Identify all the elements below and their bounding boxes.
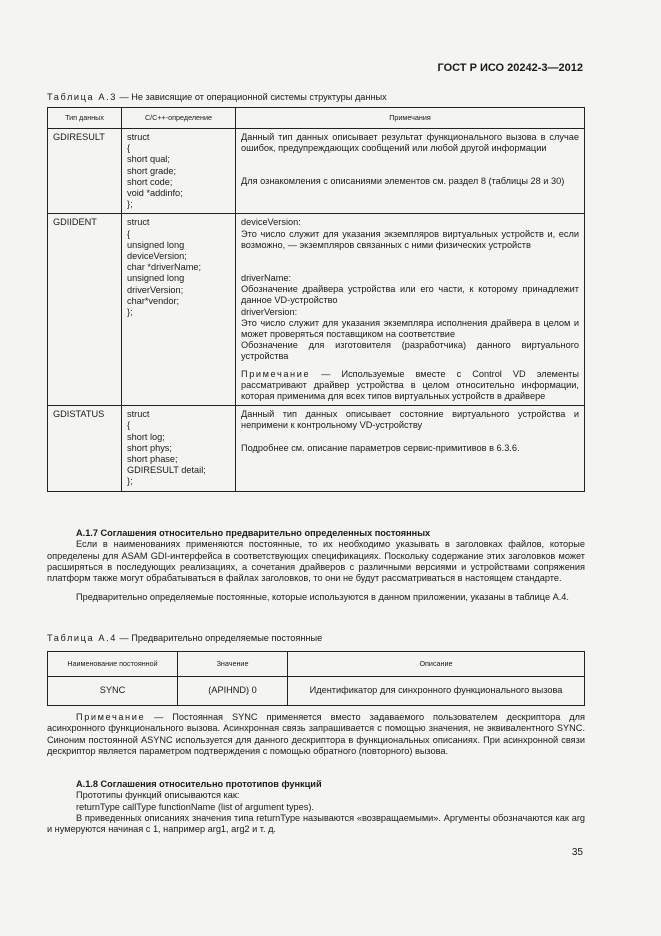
notes-cell [236,214,585,406]
table-a3-caption [47,92,387,102]
table-a3-caption-label: Таблица А.3 [47,92,117,102]
remark-text: — Используемые вместе с Control VD элементы рассматривают драйвер устройства в целом относительно информации, которая применима для всех типов виртуальных устройств в драйвере [241,368,579,402]
table-row [48,129,585,214]
type-cell: GDISTATUS [48,406,122,491]
note-text: Подробнее см. описание параметров сервис-примитивов в 6.3.6. [241,442,520,453]
table-a4-caption-text: — Предварительно определяемые постоянные [116,633,323,643]
paragraph: В приведенных описаниях значения типа returnType называются «возвращаемыми». Аргументы обозначаются как arg и нумеруются начиная с 1, например arg1, arg2 и т. д. [47,812,585,835]
note-label: Примечание [76,712,146,722]
column-header: Наименование постоянной [48,652,178,677]
note-text: Данный тип данных описывает состояние виртуального устройства и непримени к контрольному VD-устройству [241,409,579,431]
table-a4-caption-label: Таблица А.4 [47,633,117,643]
note-text: Для ознакомления с описаниями элементов см. раздел 8 (таблицы 28 и 30) [241,176,565,187]
definition-cell: struct { short qual; short grade; short code; void *addinfo; }; [122,129,236,214]
document-id: ГОСТ Р ИСО 20242-3—2012 [437,62,583,74]
note-text: deviceVersion: [241,217,301,228]
note-text: — Постоянная SYNC применяется вместо задаваемого пользователем дескриптора для асинхронного функционального вызова. Асинхронная связь запрашивается с помощью значения, не эквивалентного SYNC. Синоним постоянной ASYNC используется для данного дескриптора в функциональных описаниях. При асинхронной связи дескриптор является параметром подтверждения с помощью обратного (повторного) вызова. [47,712,585,756]
section-a18 [47,779,585,835]
note-text: Обозначение для изготовителя (разработчика) данного виртуального устройства [241,340,579,362]
type-cell: GDIRESULT [48,129,122,214]
paragraph-text: Если в наименованиях применяются постоянные, то их необходимо указывать в заголовках файлов, которые определены для ASAM GDI-интерфейса в соответствующих спецификациях. Поскольку содержание этих заголовков может расширяться в последующих реализациях, а сочетания драйверов с различными версиями и устройствами сопряжения платформ также могут обрабатываться в файлах заголовков, то они не будут рассматриваться в настоящем стандарте. [47,539,585,584]
column-header: Тип данных [48,108,122,129]
note-text: Обозначение драйвера устройства или его части, к которому принадлежит данное VD-устройство [241,284,579,306]
section-heading: А.1.8 Соглашения относительно прототипов функций [76,779,322,789]
remark [241,369,579,403]
paragraph: returnType callType functionName (list of argument types). [76,801,314,812]
notes-cell [236,406,585,491]
section-a17 [47,528,585,604]
constant-description: Идентификатор для синхронного функционального вызова [288,677,585,706]
page-number: 35 [571,847,583,858]
note-paragraph [47,712,585,757]
table-a4 [47,651,585,706]
paragraph: Прототипы функций описываются как: [76,790,240,801]
constant-name: SYNC [48,677,178,706]
notes-cell [236,129,585,214]
type-cell: GDIIDENT [48,214,122,406]
table-a4-caption [47,633,322,643]
paragraph [47,539,585,584]
table-header-row [48,652,585,677]
note-text: driverName: [241,273,292,284]
note-a4 [47,712,585,757]
section-heading: А.1.7 Соглашения относительно предварительно определенных постоянных [76,528,431,538]
note-text: driverVersion: [241,306,298,317]
column-header: C/C++-определение [122,108,236,129]
note-text: Это число служит для указания экземпляра исполнения драйвера в целом и может проверяться поставщиком на соответствие [241,317,579,340]
table-row [48,214,585,406]
table-row [48,406,585,491]
table-row [48,677,585,706]
table-a3 [47,107,585,492]
table-a3-caption-text: — Не зависящие от операционной системы структуры данных [116,92,387,102]
note-text: Это число служит для указания экземпляров виртуальных устройств и, если возможно, — экземпляров связанных с ними физических устройств [241,228,579,250]
paragraph: Предварительно определяемые постоянные, которые используются в данном приложении, указаны в таблице А.4. [76,592,569,603]
column-header: Описание [288,652,585,677]
constant-value: (APIHND) 0 [178,677,288,706]
definition-cell: struct { unsigned long deviceVersion; char *driverName; unsigned long driverVersion; char*vendor; }; [122,214,236,406]
column-header: Значение [178,652,288,677]
remark-label: Примечание [241,368,311,379]
column-header: Примечания [236,108,585,129]
definition-cell: struct { short log; short phys; short phase; GDIRESULT detail; }; [122,406,236,491]
table-header-row [48,108,585,129]
note-text: Данный тип данных описывает результат функционального вызова в случае ошибок, предупреждающих сообщений или любой другой информации [241,132,579,154]
